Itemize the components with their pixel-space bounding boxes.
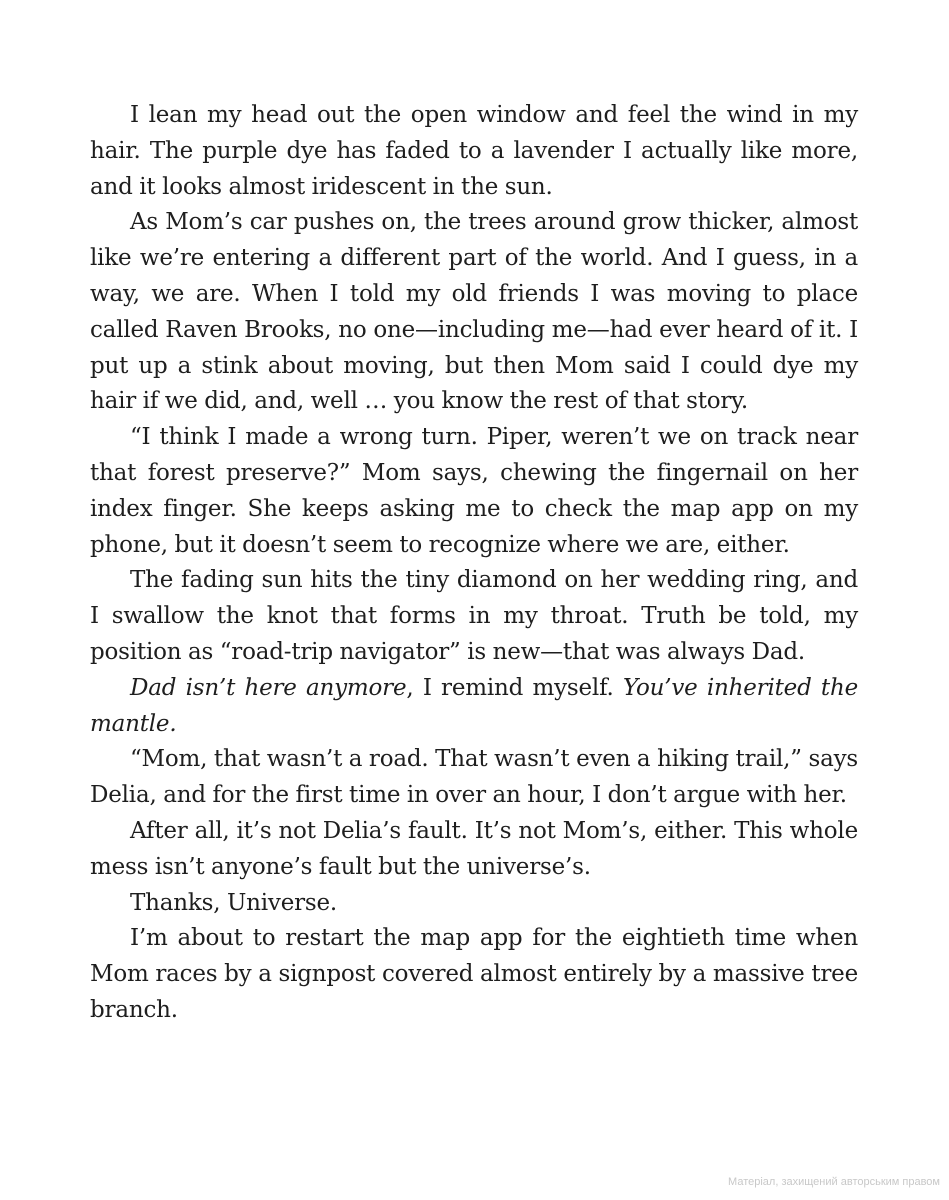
paragraph-6: “Mom, that wasn’t a road. That wasn’t even a hiking trail,” says Delia, and for the first time in over an hour, I don’t argue with her.	[90, 746, 858, 809]
paragraph-5	[90, 671, 858, 743]
book-page-text	[90, 98, 858, 1029]
paragraph-9: I’m about to restart the map app for the eightieth time when Mom races by a signpost covered almost entirely by a massive tree branch.	[90, 925, 858, 1023]
plain-text: , I remind myself.	[406, 674, 623, 701]
paragraph-7: After all, it’s not Delia’s fault. It’s not Mom’s, either. This whole mess isn’t anyone’s fault but the universe’s.	[90, 817, 858, 880]
paragraph-8: Thanks, Universe.	[130, 889, 338, 916]
paragraph-4: The fading sun hits the tiny diamond on her wedding ring, and I swallow the knot that forms in my throat. Truth be told, my position as “road-trip navigator” is new—that was always Dad.	[90, 567, 858, 665]
paragraph-3: “I think I made a wrong turn. Piper, weren’t we on track near that forest preserve?” Mom says, chewing the fingernail on her index finger. She keeps asking me to check the map app on my phone, but it doesn’t seem to recognize where we are, either.	[90, 424, 858, 558]
paragraph-1: I lean my head out the open window and feel the wind in my hair. The purple dye has faded to a lavender I actually like more, and it looks almost iridescent in the sun.	[90, 102, 858, 200]
paragraph-2: As Mom’s car pushes on, the trees around grow thicker, almost like we’re entering a different part of the world. And I guess, in a way, we are. When I told my old friends I was moving to place called Raven Brooks, no one—including me—had ever heard of it. I put up a stink about moving, but then Mom said I could dye my hair if we did, and, well … you know the rest of that story.	[90, 209, 858, 415]
copyright-watermark: Матеріал, захищений авторським правом	[728, 1176, 940, 1188]
italic-thought-1: Dad isn’t here anymore	[130, 674, 407, 701]
italic-thought-2: You’ve inherited the mantle.	[90, 674, 859, 737]
